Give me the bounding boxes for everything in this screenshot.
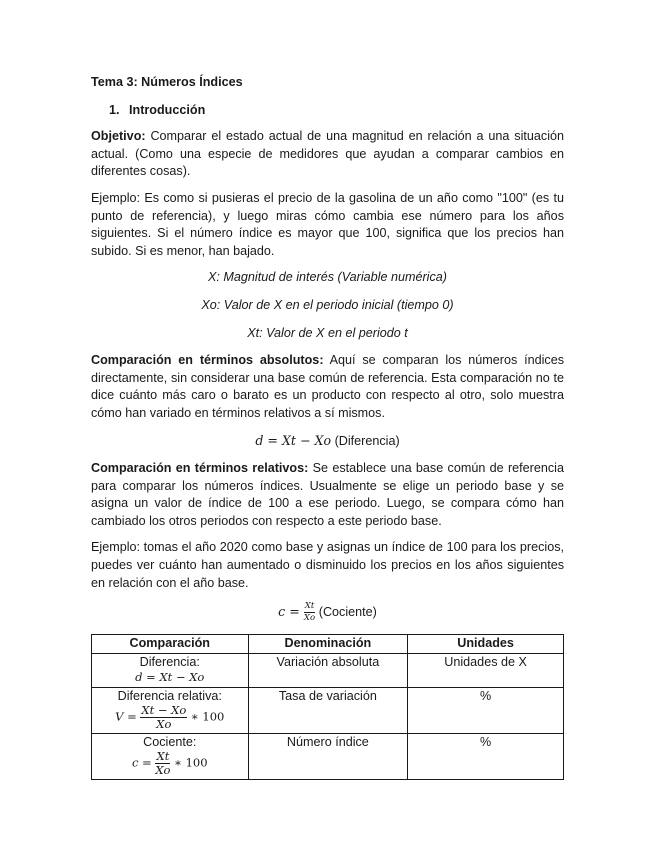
formula-d-note: (Diferencia) bbox=[331, 433, 400, 448]
absolute-paragraph bbox=[91, 352, 564, 422]
objective-text: Comparar el estado actual de una magnitud en relación a una situación actual. (Como una especie de medidores que ayudan a comparar cambios en diferentes cosas). bbox=[91, 129, 564, 179]
example-paragraph-1: Ejemplo: Es como si pusieras el precio de la gasolina de un año como "100" (es tu punto de referencia), y luego miras cómo cambia ese número para los años siguientes. Si el número índice es mayor que 100, significa que los precios han subido. Si es menor, han bajado. bbox=[91, 190, 564, 258]
header-unidades: Unidades bbox=[408, 635, 564, 654]
document-body bbox=[91, 74, 564, 780]
formula-tail: ∗ 100 bbox=[187, 709, 225, 724]
table-cell-units: % bbox=[408, 734, 564, 780]
header-comparacion: Comparación bbox=[92, 635, 249, 654]
table-cell-comparison bbox=[92, 654, 249, 688]
absolute-label: Comparación en términos absolutos: bbox=[91, 353, 324, 368]
definition-x: X: Magnitud de interés (Variable numérica) bbox=[208, 270, 447, 285]
formula-d-rhs: Xt − Xo bbox=[281, 432, 332, 448]
definition-xt: Xt: Valor de X en el periodo t bbox=[247, 325, 408, 340]
fraction-denominator: Xo bbox=[155, 763, 171, 778]
section-heading bbox=[109, 102, 564, 120]
section-number: 1. bbox=[109, 102, 120, 117]
formula-c-fraction bbox=[304, 601, 315, 624]
formula-eq: = bbox=[138, 755, 156, 770]
definition-xo: Xo: Valor de X en el periodo inicial (tiempo 0) bbox=[201, 297, 454, 312]
table-cell-units: % bbox=[408, 688, 564, 734]
fraction-numerator: Xt − Xo bbox=[141, 703, 187, 718]
comparison-label: Cociente: bbox=[143, 735, 197, 750]
quotient-formula bbox=[91, 601, 564, 624]
relative-text: Se establece una base común de referencia para comparar los números índices. Usualmente se elige un periodo base y se asigna un valor de índice de 100 a ese periodo. Luego, se compara cómo han cambiado los otros periodos con respecto a este periodo base. bbox=[91, 461, 564, 528]
table-row bbox=[92, 688, 564, 734]
formula-lhs: d bbox=[135, 670, 143, 685]
formula-d-lhs: d bbox=[255, 432, 264, 448]
relative-paragraph bbox=[91, 460, 564, 530]
formula-eq: = bbox=[123, 709, 141, 724]
comparison-table bbox=[91, 634, 564, 780]
formula-c-denominator: Xo bbox=[303, 613, 316, 624]
formula-tail: ∗ 100 bbox=[170, 755, 208, 770]
table-header-row bbox=[92, 635, 564, 654]
example-paragraph-2: Ejemplo: tomas el año 2020 como base y asignas un índice de 100 para los precios, puedes ver cuánto han aumentado o disminuido los precios en los años siguientes en relación con el año base. bbox=[91, 540, 564, 590]
comparison-formula bbox=[95, 750, 245, 777]
formula-lhs: V bbox=[115, 709, 124, 724]
table-row bbox=[92, 654, 564, 688]
comparison-label: Diferencia relativa: bbox=[117, 689, 222, 704]
comparison-label: Diferencia: bbox=[139, 655, 200, 670]
formula-c-eq: = bbox=[285, 604, 304, 620]
absolute-text: Aquí se comparan los números índices directamente, sin considerar una base común de referencia. Esta comparación no te dice cuánto más caro o barato es un producto con respecto al otro, solo muestra cómo han variado en términos relativos a sí mismos. bbox=[91, 353, 564, 420]
section-title: Introducción bbox=[129, 102, 206, 117]
formula-c-numerator: Xt bbox=[304, 601, 315, 612]
formula-rhs: Xt − Xo bbox=[159, 670, 205, 685]
formula-d-eq: = bbox=[263, 432, 282, 448]
table-cell-denomination: Tasa de variación bbox=[248, 688, 408, 734]
table-cell-comparison bbox=[92, 688, 249, 734]
table-cell-denomination: Variación absoluta bbox=[248, 654, 408, 688]
page-title: Tema 3: Números Índices bbox=[91, 75, 243, 89]
formula-fraction bbox=[155, 750, 170, 777]
objective-paragraph bbox=[91, 128, 564, 181]
fraction-numerator: Xt bbox=[156, 749, 170, 764]
table-cell-comparison bbox=[92, 734, 249, 780]
relative-label: Comparación en términos relativos: bbox=[91, 461, 309, 476]
formula-c-note: (Cociente) bbox=[315, 605, 377, 620]
formula-lhs: c bbox=[131, 755, 139, 770]
objective-label: Objetivo: bbox=[91, 129, 146, 144]
header-denominacion: Denominación bbox=[248, 635, 408, 654]
table-row bbox=[92, 734, 564, 780]
formula-fraction bbox=[140, 704, 187, 731]
comparison-formula bbox=[95, 670, 245, 685]
formula-c-lhs: c bbox=[278, 604, 286, 620]
table-cell-denomination: Número índice bbox=[248, 734, 408, 780]
fraction-denominator: Xo bbox=[156, 717, 172, 732]
formula-eq: = bbox=[142, 670, 160, 685]
comparison-formula bbox=[95, 704, 245, 731]
difference-formula bbox=[91, 432, 564, 451]
table-cell-units: Unidades de X bbox=[408, 654, 564, 688]
